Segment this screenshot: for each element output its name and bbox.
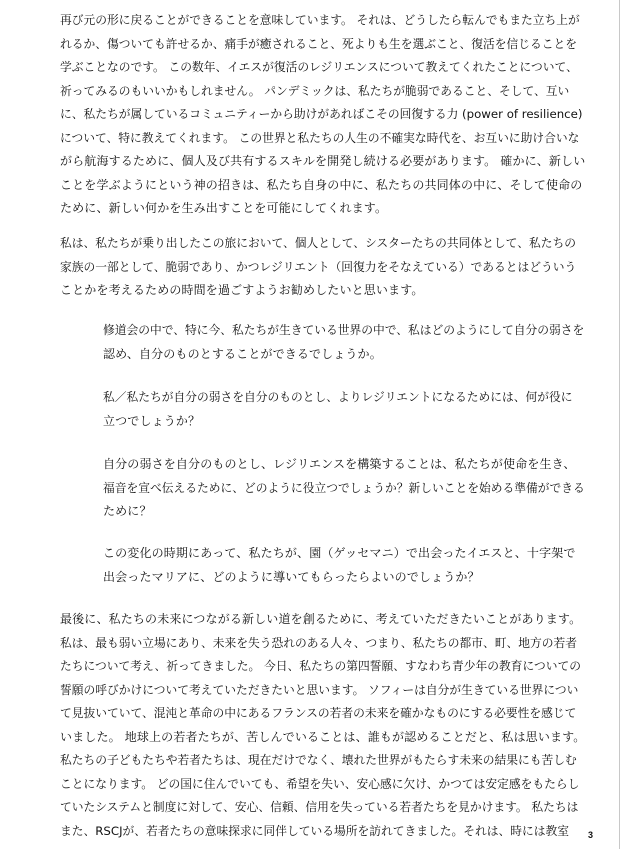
text-line: 最後に、私たちの未来につながる新しい道を創るために、考えていただきたいことがあります。 <box>60 612 582 626</box>
text-line: について、特に教えてくれます。 この世界と私たちの人生の不確実な時代を、お互いに助け合いな <box>60 130 580 145</box>
text-line: れるか、傷ついても許せるか、痛手が癒されること、死よりも生を選ぶこと、復活を信じることを <box>60 36 577 51</box>
text-line: ことを学ぶようにという神の招きは、私たち自身の中に、私たちの共同体の中に、そして使命の <box>60 177 583 192</box>
text-line: 私／私たちが自分の弱さを自分のものとし、よりレジリエントになるためには、何が役に <box>103 390 573 404</box>
text-line: に、私たちが属しているコミュニティーから助けがあればこその回復する力 (power of resilience) <box>60 107 583 121</box>
page-number: 3 <box>587 830 593 840</box>
text-line: たちについて考え、祈ってきました。 今日、私たちの第四誓願、すなわち青少年の教育についての <box>60 659 581 673</box>
text-line: ために、新しい何かを生み出すことを可能にしてくれます。 <box>60 201 388 215</box>
text-line: 自分の弱さを自分のものとし、レジリエンスを構築することは、私たちが使命を生き、 <box>103 457 576 471</box>
text-line: ことかを考えるための時間を過ごすようお勧めしたいと思います。 <box>60 283 424 297</box>
paragraph-resilience <box>60 9 586 221</box>
text-line: 修道会の中で、特に今、私たちが生きている世界の中で、私はどのようにして自分の弱さを <box>103 323 585 337</box>
text-line: 誓願の呼びかけについて考えていただきたいと思います。 ソフィーは自分が生きている世界につい <box>60 682 579 697</box>
text-line: ことになります。 どの国に住んでいても、希望を失い、安心感に欠け、かつては安定感をもたらし <box>60 776 580 791</box>
paragraph-invitation <box>60 232 586 303</box>
reflection-question-4 <box>103 542 587 589</box>
text-line: 福音を宣べ伝えるために、どのように役立つでしょうか？新しいことを始める準備ができる <box>103 480 585 495</box>
text-line: 祈ってみるのもいいかもしれません。 パンデミックは、私たちが脆弱であること、そして、互い <box>60 83 570 98</box>
text-line: いました。 地球上の若者たちが、苦しんでいることは、誰もが認めることだと、私は思います。 <box>60 729 586 744</box>
text-line: 私たちの子どもたちや若者たちは、現在だけでなく、壊れた世界がもたらす未来の結果にも苦しむ <box>60 753 577 767</box>
text-line: 立つでしょうか？ <box>103 413 201 428</box>
text-line: 出会ったマリアに、どのように導いてもらったらよいのでしょうか？ <box>103 569 480 584</box>
text-line: 学ぶことなのです。 この数年、イエスが復活のレジリエンスについて教えてくれたことについて、 <box>60 60 578 74</box>
paragraph-youth <box>60 608 586 843</box>
reflection-question-2 <box>103 386 587 433</box>
text-line: 私は、最も弱い立場にあり、未来を失う恐れのある人々、つまり、私たちの都市、町、地方の若者 <box>60 635 577 650</box>
text-line: この変化の時期にあって、私たちが、園（ゲッセマニ）で出会ったイエスと、十字架で <box>103 546 576 560</box>
reflection-question-3 <box>103 453 587 524</box>
reflection-question-1 <box>103 319 587 366</box>
text-line: がら航海するために、個人及び共有するスキルを開発し続ける必要があります。 確かに、新しい <box>60 154 586 168</box>
text-line: ていたシステムと制度に対して、安心、信頼、信用を失っている若者たちを見かけます。 私たちは <box>60 800 579 814</box>
text-line: 認め、自分のものとすることができるでしょうか。 <box>103 346 382 361</box>
text-line: 家族の一部として、脆弱であり、かつレジリエント（回復力をそなえている）であるとはどういう <box>60 259 577 274</box>
text-line: ために？ <box>103 504 152 518</box>
text-line: 再び元の形に戻ることができることを意味しています。 それは、どうしたら転んでもまた立ち上が <box>60 13 580 27</box>
text-line: 私は、私たちが乗り出したこの旅において、個人として、シスターたちの共同体として、私たちの <box>60 236 576 250</box>
text-line: て見抜いていて、混沌と革命の中にあるフランスの若者の未来を確かなものにする必要性を感じて <box>60 706 577 720</box>
text-line: また、RSCJが、若者たちの意味探求に同伴している場所を訪れてきました。それは、時には教室 <box>60 823 570 838</box>
